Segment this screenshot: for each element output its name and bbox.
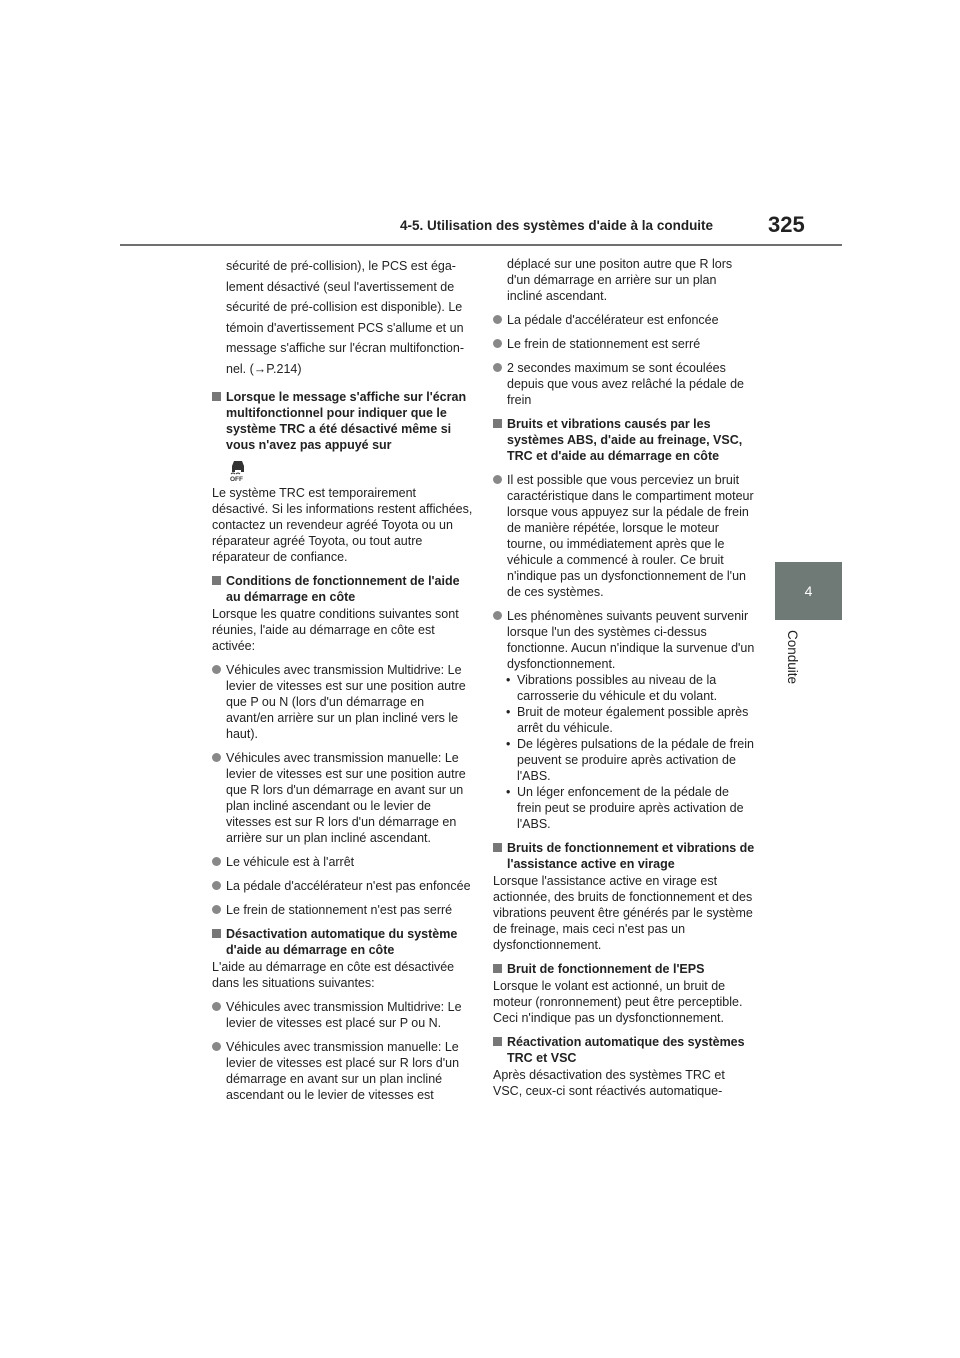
text-line: message s'affiche sur l'écran multifonction-: [226, 341, 464, 355]
bullet-dot-icon: [493, 315, 502, 324]
bullet-dot-icon: [493, 339, 502, 348]
square-bullet-icon: [493, 843, 502, 852]
list-item: [212, 854, 474, 870]
square-bullet-icon: [493, 1037, 502, 1046]
bullet-dot-icon: [493, 363, 502, 372]
dash-bullet-icon: •: [506, 737, 511, 751]
page-number: 325: [768, 212, 805, 237]
square-bullet-icon: [493, 964, 502, 973]
paragraph: déplacé sur une positon autre que R lors d'un démarrage en arrière sur un plan incliné ascendant.: [507, 257, 733, 303]
bullet-dot-icon: [212, 753, 221, 762]
heading-text: Réactivation automatique des systèmes TRC et VSC: [507, 1035, 745, 1065]
list-item-text: La pédale d'accélérateur est enfoncée: [507, 313, 719, 327]
square-bullet-icon: [212, 576, 221, 585]
section-heading: [493, 416, 755, 464]
list-item-text: 2 secondes maximum se sont écoulées depuis que vous avez relâché la pédale de frein: [507, 361, 744, 407]
square-bullet-icon: [212, 392, 221, 401]
dash-bullet-icon: •: [506, 673, 511, 687]
text-line: lement désactivé (seul l'avertissement de: [226, 279, 455, 294]
bullet-dot-icon: [493, 611, 502, 620]
bullet-dot-icon: [212, 1002, 221, 1011]
section-heading: [212, 389, 474, 453]
square-bullet-icon: [493, 419, 502, 428]
list-item-text: Véhicules avec transmission Multidrive: Le levier de vitesses est placé sur P ou N.: [226, 1000, 462, 1030]
section-heading: [493, 840, 755, 872]
dash-item-text: Un léger enfoncement de la pédale de frein peut se produire après activation de l'ABS.: [517, 785, 744, 831]
dash-item-text: De légères pulsations de la pédale de frein peuvent se produire après activation de l'ABS.: [517, 737, 754, 783]
bullet-dot-icon: [212, 1042, 221, 1051]
paragraph: Lorsque le volant est actionné, un bruit de moteur (ronronnement) peut être perceptible. Ceci n'indique pas un dysfonctionnement.: [493, 979, 743, 1025]
paragraph: L'aide au démarrage en côte est désactivée dans les situations suivantes:: [212, 960, 455, 990]
list-item-text: La pédale d'accélérateur n'est pas enfoncée: [226, 879, 471, 893]
dash-bullet-icon: •: [506, 785, 511, 799]
list-item: [212, 999, 474, 1031]
bullet-dot-icon: [212, 665, 221, 674]
list-item-text: Le véhicule est à l'arrêt: [226, 855, 355, 869]
list-item-text: Véhicules avec transmission manuelle: Le levier de vitesses est placé sur R lors d'un démarrage en avant sur un plan incliné ascendant ou le levier de vitesses est: [226, 1040, 460, 1102]
dash-item: [493, 672, 755, 704]
bullet-dot-icon: [493, 475, 502, 484]
bullet-dot-icon: [212, 857, 221, 866]
section-heading: [212, 573, 474, 605]
list-item: [493, 336, 755, 352]
heading-text: Conditions de fonctionnement de l'aide au démarrage en côte: [226, 574, 460, 604]
heading-text: Désactivation automatique du système d'aide au démarrage en côte: [226, 927, 458, 957]
left-column: [212, 256, 474, 1111]
text-line: témoin d'avertissement PCS s'allume et un: [226, 320, 464, 335]
heading-text: Lorsque le message s'affiche sur l'écran multifonctionnel pour indiquer que le système TRC a été désactivé même si vous n'avez pas appuyé sur: [226, 390, 467, 452]
bullet-dot-icon: [212, 881, 221, 890]
section-title: 4-5. Utilisation des systèmes d'aide à la conduite: [400, 218, 714, 233]
list-item: [212, 1039, 474, 1103]
paragraph: Le système TRC est temporairement désactivé. Si les informations restent affichées, contactez un revendeur agréé Toyota ou un réparateur agréé Toyota, ou tout autre réparateur de confiance.: [212, 486, 473, 564]
list-item-text: Le frein de stationnement est serré: [507, 337, 701, 351]
intro-paragraph: [212, 256, 474, 379]
dash-item-text: Vibrations possibles au niveau de la carrosserie du véhicule et du volant.: [517, 673, 718, 703]
header-divider: [120, 244, 842, 246]
section-heading: [493, 961, 755, 977]
chapter-tab[interactable]: [775, 562, 842, 620]
dash-item: [493, 704, 755, 736]
list-item: [493, 312, 755, 328]
right-column: [493, 256, 755, 1107]
dash-bullet-icon: •: [506, 705, 511, 719]
section-heading: [212, 926, 474, 958]
heading-text: Bruit de fonctionnement de l'EPS: [507, 962, 705, 976]
dash-item: [493, 736, 755, 784]
icon-off-text: OFF: [230, 476, 243, 481]
section-heading: [493, 1034, 755, 1066]
paragraph: Lorsque les quatre conditions suivantes sont réunies, l'aide au démarrage en côte est activée:: [212, 607, 459, 653]
chapter-label: Conduite: [785, 630, 800, 685]
dash-item-text: Bruit de moteur également possible après arrêt du véhicule.: [517, 705, 749, 735]
list-item-text: Les phénomènes suivants peuvent survenir lorsque l'un des systèmes ci-dessus fonctionne. Aucun n'indique la survenue d'un dysfonctionnement.: [507, 609, 755, 671]
list-item: [212, 750, 474, 846]
dash-list: [493, 672, 755, 832]
list-item: [493, 472, 755, 600]
dash-item: [493, 784, 755, 832]
list-item: [212, 662, 474, 742]
bullet-dot-icon: [212, 905, 221, 914]
text-line: nel. (→P.214): [226, 361, 302, 376]
square-bullet-icon: [212, 929, 221, 938]
list-item: [493, 360, 755, 408]
list-item: [212, 902, 474, 918]
list-item: [493, 608, 755, 672]
paragraph: Après désactivation des systèmes TRC et VSC, ceux-ci sont réactivés automatique-: [493, 1068, 725, 1098]
heading-text: Bruits et vibrations causés par les systèmes ABS, d'aide au freinage, VSC, TRC et d'aide au démarrage en côte: [507, 417, 743, 463]
paragraph: Lorsque l'assistance active en virage est actionnée, des bruits de fonctionnement et des vibrations peuvent être générés par le système de freinage, mais ceci n'est pas un dysfonctionnement.: [493, 874, 753, 952]
list-item-text: Le frein de stationnement n'est pas serré: [226, 903, 453, 917]
heading-text: Bruits de fonctionnement et vibrations de l'assistance active en virage: [507, 841, 755, 871]
text-line: sécurité de pré-collision), le PCS est éga-: [226, 259, 456, 273]
indicator-icon-container: [212, 457, 474, 483]
list-item-text: Véhicules avec transmission Multidrive: Le levier de vitesses est sur une position autre que P ou N (lors d'un démarrage en avant/en arrière sur un plan incliné vers le haut).: [226, 663, 466, 741]
list-item: [212, 878, 474, 894]
list-item-text: Véhicules avec transmission manuelle: Le levier de vitesses est sur une position autre que R lors d'un démarrage en avant sur un plan incliné ascendant ou le levier de vitesses est sur R lors d'un démarrage en arrière sur un plan incliné ascendant.: [226, 751, 466, 845]
trc-off-indicator-icon: [228, 457, 248, 481]
list-item-text: Il est possible que vous perceviez un bruit caractéristique dans le compartiment moteur lorsque vous appuyez sur la pédale de frein de manière répétée, lorsque le moteur tourne, ou immédiatement après que le véhicule a commencé à rouler. Ce bruit n'indique pas un dysfonctionnement de l'un de ces systèmes.: [507, 473, 754, 599]
text-line: sécurité de pré-collision est disponible). Le: [226, 300, 463, 314]
chapter-number: 4: [804, 583, 813, 599]
